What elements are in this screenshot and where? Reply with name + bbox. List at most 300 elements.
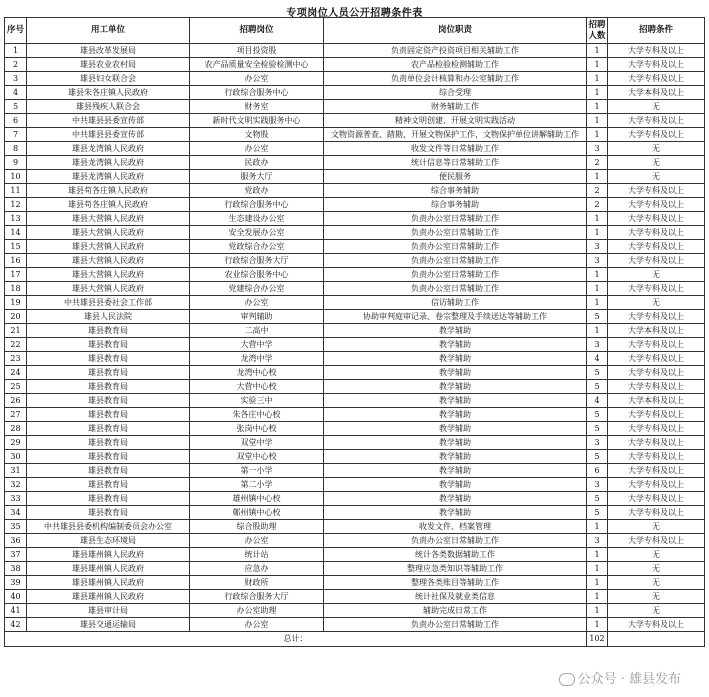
cell-unit: 雄县农业农村局 bbox=[27, 58, 190, 72]
table-row bbox=[5, 464, 705, 478]
cell-unit: 雄县教育局 bbox=[27, 450, 190, 464]
cell-no: 17 bbox=[5, 268, 27, 282]
cell-duty: 教学辅助 bbox=[324, 436, 587, 450]
table-row bbox=[5, 310, 705, 324]
cell-req: 无 bbox=[608, 268, 705, 282]
cell-duty: 整理各类账目等辅助工作 bbox=[324, 576, 587, 590]
cell-req: 大学本科及以上 bbox=[608, 394, 705, 408]
cell-count: 6 bbox=[587, 464, 608, 478]
cell-count: 1 bbox=[587, 212, 608, 226]
cell-post: 行政综合服务大厅 bbox=[190, 590, 324, 604]
cell-duty: 负责办公室日常辅助工作 bbox=[324, 254, 587, 268]
cell-unit: 雄县教育局 bbox=[27, 366, 190, 380]
table-row bbox=[5, 240, 705, 254]
cell-no: 41 bbox=[5, 604, 27, 618]
cell-count: 5 bbox=[587, 506, 608, 520]
cell-unit: 雄县大营镇人民政府 bbox=[27, 268, 190, 282]
cell-no: 3 bbox=[5, 72, 27, 86]
cell-post: 应急办 bbox=[190, 562, 324, 576]
cell-unit: 雄县教育局 bbox=[27, 436, 190, 450]
cell-no: 31 bbox=[5, 464, 27, 478]
cell-unit: 雄县龙湾镇人民政府 bbox=[27, 170, 190, 184]
cell-unit: 雄县大营镇人民政府 bbox=[27, 226, 190, 240]
cell-count: 1 bbox=[587, 170, 608, 184]
cell-post: 第一小学 bbox=[190, 464, 324, 478]
cell-req: 大学专科及以上 bbox=[608, 254, 705, 268]
cell-count: 5 bbox=[587, 408, 608, 422]
cell-post: 安全发展办公室 bbox=[190, 226, 324, 240]
cell-req: 大学专科及以上 bbox=[608, 282, 705, 296]
cell-post: 实验三中 bbox=[190, 394, 324, 408]
cell-no: 35 bbox=[5, 520, 27, 534]
cell-duty: 信访辅助工作 bbox=[324, 296, 587, 310]
cell-duty: 教学辅助 bbox=[324, 464, 587, 478]
cell-count: 1 bbox=[587, 114, 608, 128]
cell-unit: 雄县妇女联合会 bbox=[27, 72, 190, 86]
cell-duty: 统计各类数据辅助工作 bbox=[324, 548, 587, 562]
cell-duty: 负责单位会计核算和办公室辅助工作 bbox=[324, 72, 587, 86]
cell-unit: 雄县大营镇人民政府 bbox=[27, 282, 190, 296]
cell-no: 9 bbox=[5, 156, 27, 170]
cell-count: 1 bbox=[587, 128, 608, 142]
cell-count: 1 bbox=[587, 86, 608, 100]
cell-count: 4 bbox=[587, 394, 608, 408]
cell-unit: 雄县教育局 bbox=[27, 492, 190, 506]
cell-no: 34 bbox=[5, 506, 27, 520]
cell-count: 5 bbox=[587, 450, 608, 464]
cell-unit: 雄县大营镇人民政府 bbox=[27, 212, 190, 226]
cell-req: 无 bbox=[608, 170, 705, 184]
cell-unit: 雄县生态环境局 bbox=[27, 534, 190, 548]
cell-duty: 精神文明创建、开展文明实践活动 bbox=[324, 114, 587, 128]
cell-req: 大学专科及以上 bbox=[608, 464, 705, 478]
table-row bbox=[5, 58, 705, 72]
wechat-icon bbox=[559, 673, 575, 686]
cell-unit: 中共雄县县委宣传部 bbox=[27, 128, 190, 142]
cell-unit: 雄县教育局 bbox=[27, 352, 190, 366]
cell-post: 龙湾中学 bbox=[190, 352, 324, 366]
cell-no: 36 bbox=[5, 534, 27, 548]
table-row bbox=[5, 394, 705, 408]
cell-duty: 教学辅助 bbox=[324, 422, 587, 436]
cell-post: 农产品质量安全检验检测中心 bbox=[190, 58, 324, 72]
cell-duty: 教学辅助 bbox=[324, 450, 587, 464]
cell-no: 12 bbox=[5, 198, 27, 212]
cell-duty: 教学辅助 bbox=[324, 506, 587, 520]
cell-post: 雄州镇中心校 bbox=[190, 492, 324, 506]
cell-req: 大学专科及以上 bbox=[608, 408, 705, 422]
table-row bbox=[5, 184, 705, 198]
table-row bbox=[5, 534, 705, 548]
header-duty: 岗位职责 bbox=[324, 18, 587, 44]
cell-no: 10 bbox=[5, 170, 27, 184]
cell-duty: 教学辅助 bbox=[324, 352, 587, 366]
cell-duty: 负责办公室日常辅助工作 bbox=[324, 534, 587, 548]
cell-post: 朱各庄中心校 bbox=[190, 408, 324, 422]
table-row bbox=[5, 268, 705, 282]
cell-duty: 教学辅助 bbox=[324, 478, 587, 492]
cell-duty: 统计信息等日常辅助工作 bbox=[324, 156, 587, 170]
cell-duty: 综合事务辅助 bbox=[324, 184, 587, 198]
cell-post: 大营中学 bbox=[190, 338, 324, 352]
table-row bbox=[5, 212, 705, 226]
cell-unit: 雄县交通运输局 bbox=[27, 618, 190, 632]
cell-no: 40 bbox=[5, 590, 27, 604]
table-row bbox=[5, 226, 705, 240]
cell-req: 大学专科及以上 bbox=[608, 226, 705, 240]
cell-duty: 教学辅助 bbox=[324, 324, 587, 338]
table-row bbox=[5, 408, 705, 422]
cell-count: 1 bbox=[587, 590, 608, 604]
cell-req: 大学专科及以上 bbox=[608, 366, 705, 380]
cell-count: 5 bbox=[587, 422, 608, 436]
recruitment-table bbox=[4, 17, 705, 647]
cell-count: 2 bbox=[587, 184, 608, 198]
cell-duty: 教学辅助 bbox=[324, 492, 587, 506]
cell-duty: 负责办公室日常辅助工作 bbox=[324, 212, 587, 226]
cell-post: 双堂中心校 bbox=[190, 450, 324, 464]
header-no: 序号 bbox=[5, 18, 27, 44]
cell-post: 民政办 bbox=[190, 156, 324, 170]
table-row bbox=[5, 562, 705, 576]
cell-unit: 雄县教育局 bbox=[27, 464, 190, 478]
header-req: 招聘条件 bbox=[608, 18, 705, 44]
cell-req: 大学专科及以上 bbox=[608, 128, 705, 142]
cell-req: 无 bbox=[608, 562, 705, 576]
table-row bbox=[5, 282, 705, 296]
header-post: 招聘岗位 bbox=[190, 18, 324, 44]
cell-req: 大学专科及以上 bbox=[608, 114, 705, 128]
cell-no: 14 bbox=[5, 226, 27, 240]
cell-req: 无 bbox=[608, 590, 705, 604]
total-row bbox=[5, 632, 705, 647]
cell-duty: 便民服务 bbox=[324, 170, 587, 184]
cell-unit: 雄县审计局 bbox=[27, 604, 190, 618]
cell-post: 党政综合办公室 bbox=[190, 240, 324, 254]
cell-count: 1 bbox=[587, 548, 608, 562]
cell-req: 大学专科及以上 bbox=[608, 534, 705, 548]
table-row bbox=[5, 44, 705, 58]
cell-unit: 雄县雄州镇人民政府 bbox=[27, 590, 190, 604]
cell-duty: 辅助完成日常工作 bbox=[324, 604, 587, 618]
cell-req: 大学专科及以上 bbox=[608, 436, 705, 450]
cell-no: 1 bbox=[5, 44, 27, 58]
cell-count: 5 bbox=[587, 310, 608, 324]
cell-count: 1 bbox=[587, 324, 608, 338]
table-row bbox=[5, 492, 705, 506]
cell-post: 龙湾中心校 bbox=[190, 366, 324, 380]
cell-unit: 雄县大营镇人民政府 bbox=[27, 254, 190, 268]
cell-unit: 雄县教育局 bbox=[27, 506, 190, 520]
table-row bbox=[5, 436, 705, 450]
page-title: 专项岗位人员公开招聘条件表 bbox=[286, 8, 423, 19]
cell-req: 大学专科及以上 bbox=[608, 380, 705, 394]
cell-duty: 统计社保及就业类信息 bbox=[324, 590, 587, 604]
cell-count: 1 bbox=[587, 282, 608, 296]
cell-duty: 负责办公室日常辅助工作 bbox=[324, 240, 587, 254]
cell-duty: 负责固定资产投资项目相关辅助工作 bbox=[324, 44, 587, 58]
cell-unit: 雄县人民法院 bbox=[27, 310, 190, 324]
cell-post: 行政综合服务大厅 bbox=[190, 254, 324, 268]
cell-unit: 雄县龙湾镇人民政府 bbox=[27, 142, 190, 156]
table-row bbox=[5, 128, 705, 142]
header-unit: 用工单位 bbox=[27, 18, 190, 44]
cell-unit: 中共雄县县委社会工作部 bbox=[27, 296, 190, 310]
cell-post: 二高中 bbox=[190, 324, 324, 338]
cell-post: 党政办 bbox=[190, 184, 324, 198]
total-empty bbox=[608, 632, 705, 647]
cell-req: 无 bbox=[608, 576, 705, 590]
total-count: 102 bbox=[587, 632, 608, 647]
cell-post: 张岗中心校 bbox=[190, 422, 324, 436]
cell-duty: 收发文件、档案管理 bbox=[324, 520, 587, 534]
cell-post: 办公室 bbox=[190, 618, 324, 632]
cell-no: 21 bbox=[5, 324, 27, 338]
cell-no: 27 bbox=[5, 408, 27, 422]
cell-count: 1 bbox=[587, 268, 608, 282]
cell-no: 4 bbox=[5, 86, 27, 100]
cell-count: 1 bbox=[587, 44, 608, 58]
cell-duty: 财务辅助工作 bbox=[324, 100, 587, 114]
cell-req: 大学专科及以上 bbox=[608, 184, 705, 198]
cell-post: 办公室 bbox=[190, 72, 324, 86]
table-row bbox=[5, 72, 705, 86]
cell-post: 新时代文明实践服务中心 bbox=[190, 114, 324, 128]
cell-post: 行政综合服务中心 bbox=[190, 198, 324, 212]
cell-no: 2 bbox=[5, 58, 27, 72]
cell-post: 双堂中学 bbox=[190, 436, 324, 450]
cell-count: 3 bbox=[587, 436, 608, 450]
cell-no: 15 bbox=[5, 240, 27, 254]
cell-unit: 雄县龙湾镇人民政府 bbox=[27, 156, 190, 170]
cell-count: 5 bbox=[587, 366, 608, 380]
cell-count: 2 bbox=[587, 198, 608, 212]
cell-count: 1 bbox=[587, 576, 608, 590]
cell-req: 大学专科及以上 bbox=[608, 450, 705, 464]
cell-duty: 文物资源普查、踏勘，开展文物保护工作，文物保护单位讲解辅助工作 bbox=[324, 128, 587, 142]
table-row bbox=[5, 142, 705, 156]
cell-no: 26 bbox=[5, 394, 27, 408]
cell-post: 文物股 bbox=[190, 128, 324, 142]
cell-post: 办公室助理 bbox=[190, 604, 324, 618]
watermark bbox=[559, 668, 681, 687]
cell-req: 大学专科及以上 bbox=[608, 212, 705, 226]
cell-duty: 负责办公室日常辅助工作 bbox=[324, 618, 587, 632]
cell-count: 1 bbox=[587, 296, 608, 310]
cell-count: 2 bbox=[587, 156, 608, 170]
cell-no: 18 bbox=[5, 282, 27, 296]
cell-no: 22 bbox=[5, 338, 27, 352]
table-row bbox=[5, 506, 705, 520]
cell-duty: 整理应急类知识等辅助工作 bbox=[324, 562, 587, 576]
cell-req: 无 bbox=[608, 520, 705, 534]
cell-duty: 负责办公室日常辅助工作 bbox=[324, 268, 587, 282]
cell-unit: 雄县苟各庄镇人民政府 bbox=[27, 184, 190, 198]
cell-no: 7 bbox=[5, 128, 27, 142]
cell-duty: 负责办公室日常辅助工作 bbox=[324, 226, 587, 240]
header-count: 招聘人数 bbox=[587, 18, 608, 44]
cell-unit: 雄县教育局 bbox=[27, 422, 190, 436]
cell-no: 37 bbox=[5, 548, 27, 562]
cell-unit: 雄县教育局 bbox=[27, 394, 190, 408]
cell-count: 3 bbox=[587, 478, 608, 492]
cell-unit: 雄县残疾人联合会 bbox=[27, 100, 190, 114]
table-row bbox=[5, 380, 705, 394]
cell-no: 13 bbox=[5, 212, 27, 226]
cell-count: 1 bbox=[587, 100, 608, 114]
cell-req: 大学本科及以上 bbox=[608, 86, 705, 100]
cell-req: 大学专科及以上 bbox=[608, 240, 705, 254]
cell-post: 服务大厅 bbox=[190, 170, 324, 184]
cell-req: 无 bbox=[608, 100, 705, 114]
cell-count: 1 bbox=[587, 226, 608, 240]
cell-no: 16 bbox=[5, 254, 27, 268]
cell-post: 大营中心校 bbox=[190, 380, 324, 394]
cell-no: 5 bbox=[5, 100, 27, 114]
cell-post: 党建综合办公室 bbox=[190, 282, 324, 296]
cell-unit: 雄县雄州镇人民政府 bbox=[27, 562, 190, 576]
cell-unit: 中共雄县县委机构编制委员会办公室 bbox=[27, 520, 190, 534]
cell-count: 1 bbox=[587, 604, 608, 618]
cell-post: 综合股助理 bbox=[190, 520, 324, 534]
table-row bbox=[5, 254, 705, 268]
cell-no: 39 bbox=[5, 576, 27, 590]
cell-unit: 雄县苟各庄镇人民政府 bbox=[27, 198, 190, 212]
cell-no: 24 bbox=[5, 366, 27, 380]
cell-unit: 雄县教育局 bbox=[27, 478, 190, 492]
cell-duty: 教学辅助 bbox=[324, 338, 587, 352]
table-row bbox=[5, 352, 705, 366]
cell-duty: 农产品检验检测辅助工作 bbox=[324, 58, 587, 72]
cell-req: 大学专科及以上 bbox=[608, 618, 705, 632]
cell-post: 生态建设办公室 bbox=[190, 212, 324, 226]
cell-no: 6 bbox=[5, 114, 27, 128]
cell-req: 大学本科及以上 bbox=[608, 324, 705, 338]
cell-req: 大学专科及以上 bbox=[608, 478, 705, 492]
cell-post: 办公室 bbox=[190, 296, 324, 310]
cell-duty: 负责办公室日常辅助工作 bbox=[324, 282, 587, 296]
cell-unit: 雄县教育局 bbox=[27, 408, 190, 422]
cell-count: 1 bbox=[587, 72, 608, 86]
cell-count: 5 bbox=[587, 492, 608, 506]
cell-post: 办公室 bbox=[190, 534, 324, 548]
watermark-text: 公众号 · 雄县发布 bbox=[577, 672, 681, 687]
cell-req: 大学专科及以上 bbox=[608, 310, 705, 324]
cell-unit: 雄县教育局 bbox=[27, 338, 190, 352]
cell-no: 29 bbox=[5, 436, 27, 450]
cell-count: 3 bbox=[587, 142, 608, 156]
cell-post: 财政所 bbox=[190, 576, 324, 590]
cell-no: 38 bbox=[5, 562, 27, 576]
table-row bbox=[5, 156, 705, 170]
cell-post: 鄚州镇中心校 bbox=[190, 506, 324, 520]
table-row bbox=[5, 604, 705, 618]
cell-unit: 雄县雄州镇人民政府 bbox=[27, 576, 190, 590]
cell-no: 32 bbox=[5, 478, 27, 492]
table-row bbox=[5, 86, 705, 100]
cell-count: 1 bbox=[587, 562, 608, 576]
cell-no: 42 bbox=[5, 618, 27, 632]
cell-req: 大学专科及以上 bbox=[608, 352, 705, 366]
cell-no: 20 bbox=[5, 310, 27, 324]
table-row bbox=[5, 338, 705, 352]
cell-req: 无 bbox=[608, 548, 705, 562]
table-row bbox=[5, 170, 705, 184]
table-row bbox=[5, 422, 705, 436]
cell-duty: 协助审判庭审记录、卷宗整理及手续送达等辅助工作 bbox=[324, 310, 587, 324]
cell-duty: 教学辅助 bbox=[324, 366, 587, 380]
cell-post: 项目投资股 bbox=[190, 44, 324, 58]
cell-req: 大学专科及以上 bbox=[608, 44, 705, 58]
cell-count: 3 bbox=[587, 338, 608, 352]
table-row bbox=[5, 576, 705, 590]
cell-post: 财务室 bbox=[190, 100, 324, 114]
cell-count: 5 bbox=[587, 380, 608, 394]
table-row bbox=[5, 114, 705, 128]
cell-duty: 教学辅助 bbox=[324, 394, 587, 408]
cell-req: 大学专科及以上 bbox=[608, 72, 705, 86]
cell-req: 大学专科及以上 bbox=[608, 338, 705, 352]
table-row bbox=[5, 520, 705, 534]
cell-no: 11 bbox=[5, 184, 27, 198]
table-row bbox=[5, 450, 705, 464]
table-row bbox=[5, 100, 705, 114]
cell-req: 大学专科及以上 bbox=[608, 422, 705, 436]
cell-unit: 雄县教育局 bbox=[27, 324, 190, 338]
cell-no: 8 bbox=[5, 142, 27, 156]
cell-no: 30 bbox=[5, 450, 27, 464]
table-row bbox=[5, 296, 705, 310]
cell-no: 23 bbox=[5, 352, 27, 366]
cell-req: 无 bbox=[608, 156, 705, 170]
cell-no: 33 bbox=[5, 492, 27, 506]
cell-count: 1 bbox=[587, 618, 608, 632]
table-header-row bbox=[5, 18, 705, 44]
cell-duty: 综合受理 bbox=[324, 86, 587, 100]
cell-unit: 雄县大营镇人民政府 bbox=[27, 240, 190, 254]
cell-unit: 雄县朱各庄镇人民政府 bbox=[27, 86, 190, 100]
table-row bbox=[5, 324, 705, 338]
total-label: 总计： bbox=[5, 632, 587, 647]
cell-unit: 雄县改革发展局 bbox=[27, 44, 190, 58]
cell-post: 办公室 bbox=[190, 142, 324, 156]
cell-post: 农业综合服务中心 bbox=[190, 268, 324, 282]
cell-count: 3 bbox=[587, 534, 608, 548]
cell-post: 统计站 bbox=[190, 548, 324, 562]
table-row bbox=[5, 618, 705, 632]
table-row bbox=[5, 590, 705, 604]
cell-unit: 雄县教育局 bbox=[27, 380, 190, 394]
cell-no: 28 bbox=[5, 422, 27, 436]
cell-unit: 中共雄县县委宣传部 bbox=[27, 114, 190, 128]
table-row bbox=[5, 478, 705, 492]
cell-req: 大学专科及以上 bbox=[608, 492, 705, 506]
cell-req: 无 bbox=[608, 296, 705, 310]
cell-req: 大学专科及以上 bbox=[608, 58, 705, 72]
cell-count: 3 bbox=[587, 254, 608, 268]
cell-post: 第二小学 bbox=[190, 478, 324, 492]
cell-duty: 收发文件等日常辅助工作 bbox=[324, 142, 587, 156]
cell-count: 1 bbox=[587, 520, 608, 534]
cell-count: 3 bbox=[587, 240, 608, 254]
cell-req: 无 bbox=[608, 142, 705, 156]
cell-duty: 综合事务辅助 bbox=[324, 198, 587, 212]
cell-duty: 教学辅助 bbox=[324, 408, 587, 422]
cell-req: 无 bbox=[608, 604, 705, 618]
cell-no: 19 bbox=[5, 296, 27, 310]
cell-post: 审判辅助 bbox=[190, 310, 324, 324]
cell-req: 大学专科及以上 bbox=[608, 198, 705, 212]
